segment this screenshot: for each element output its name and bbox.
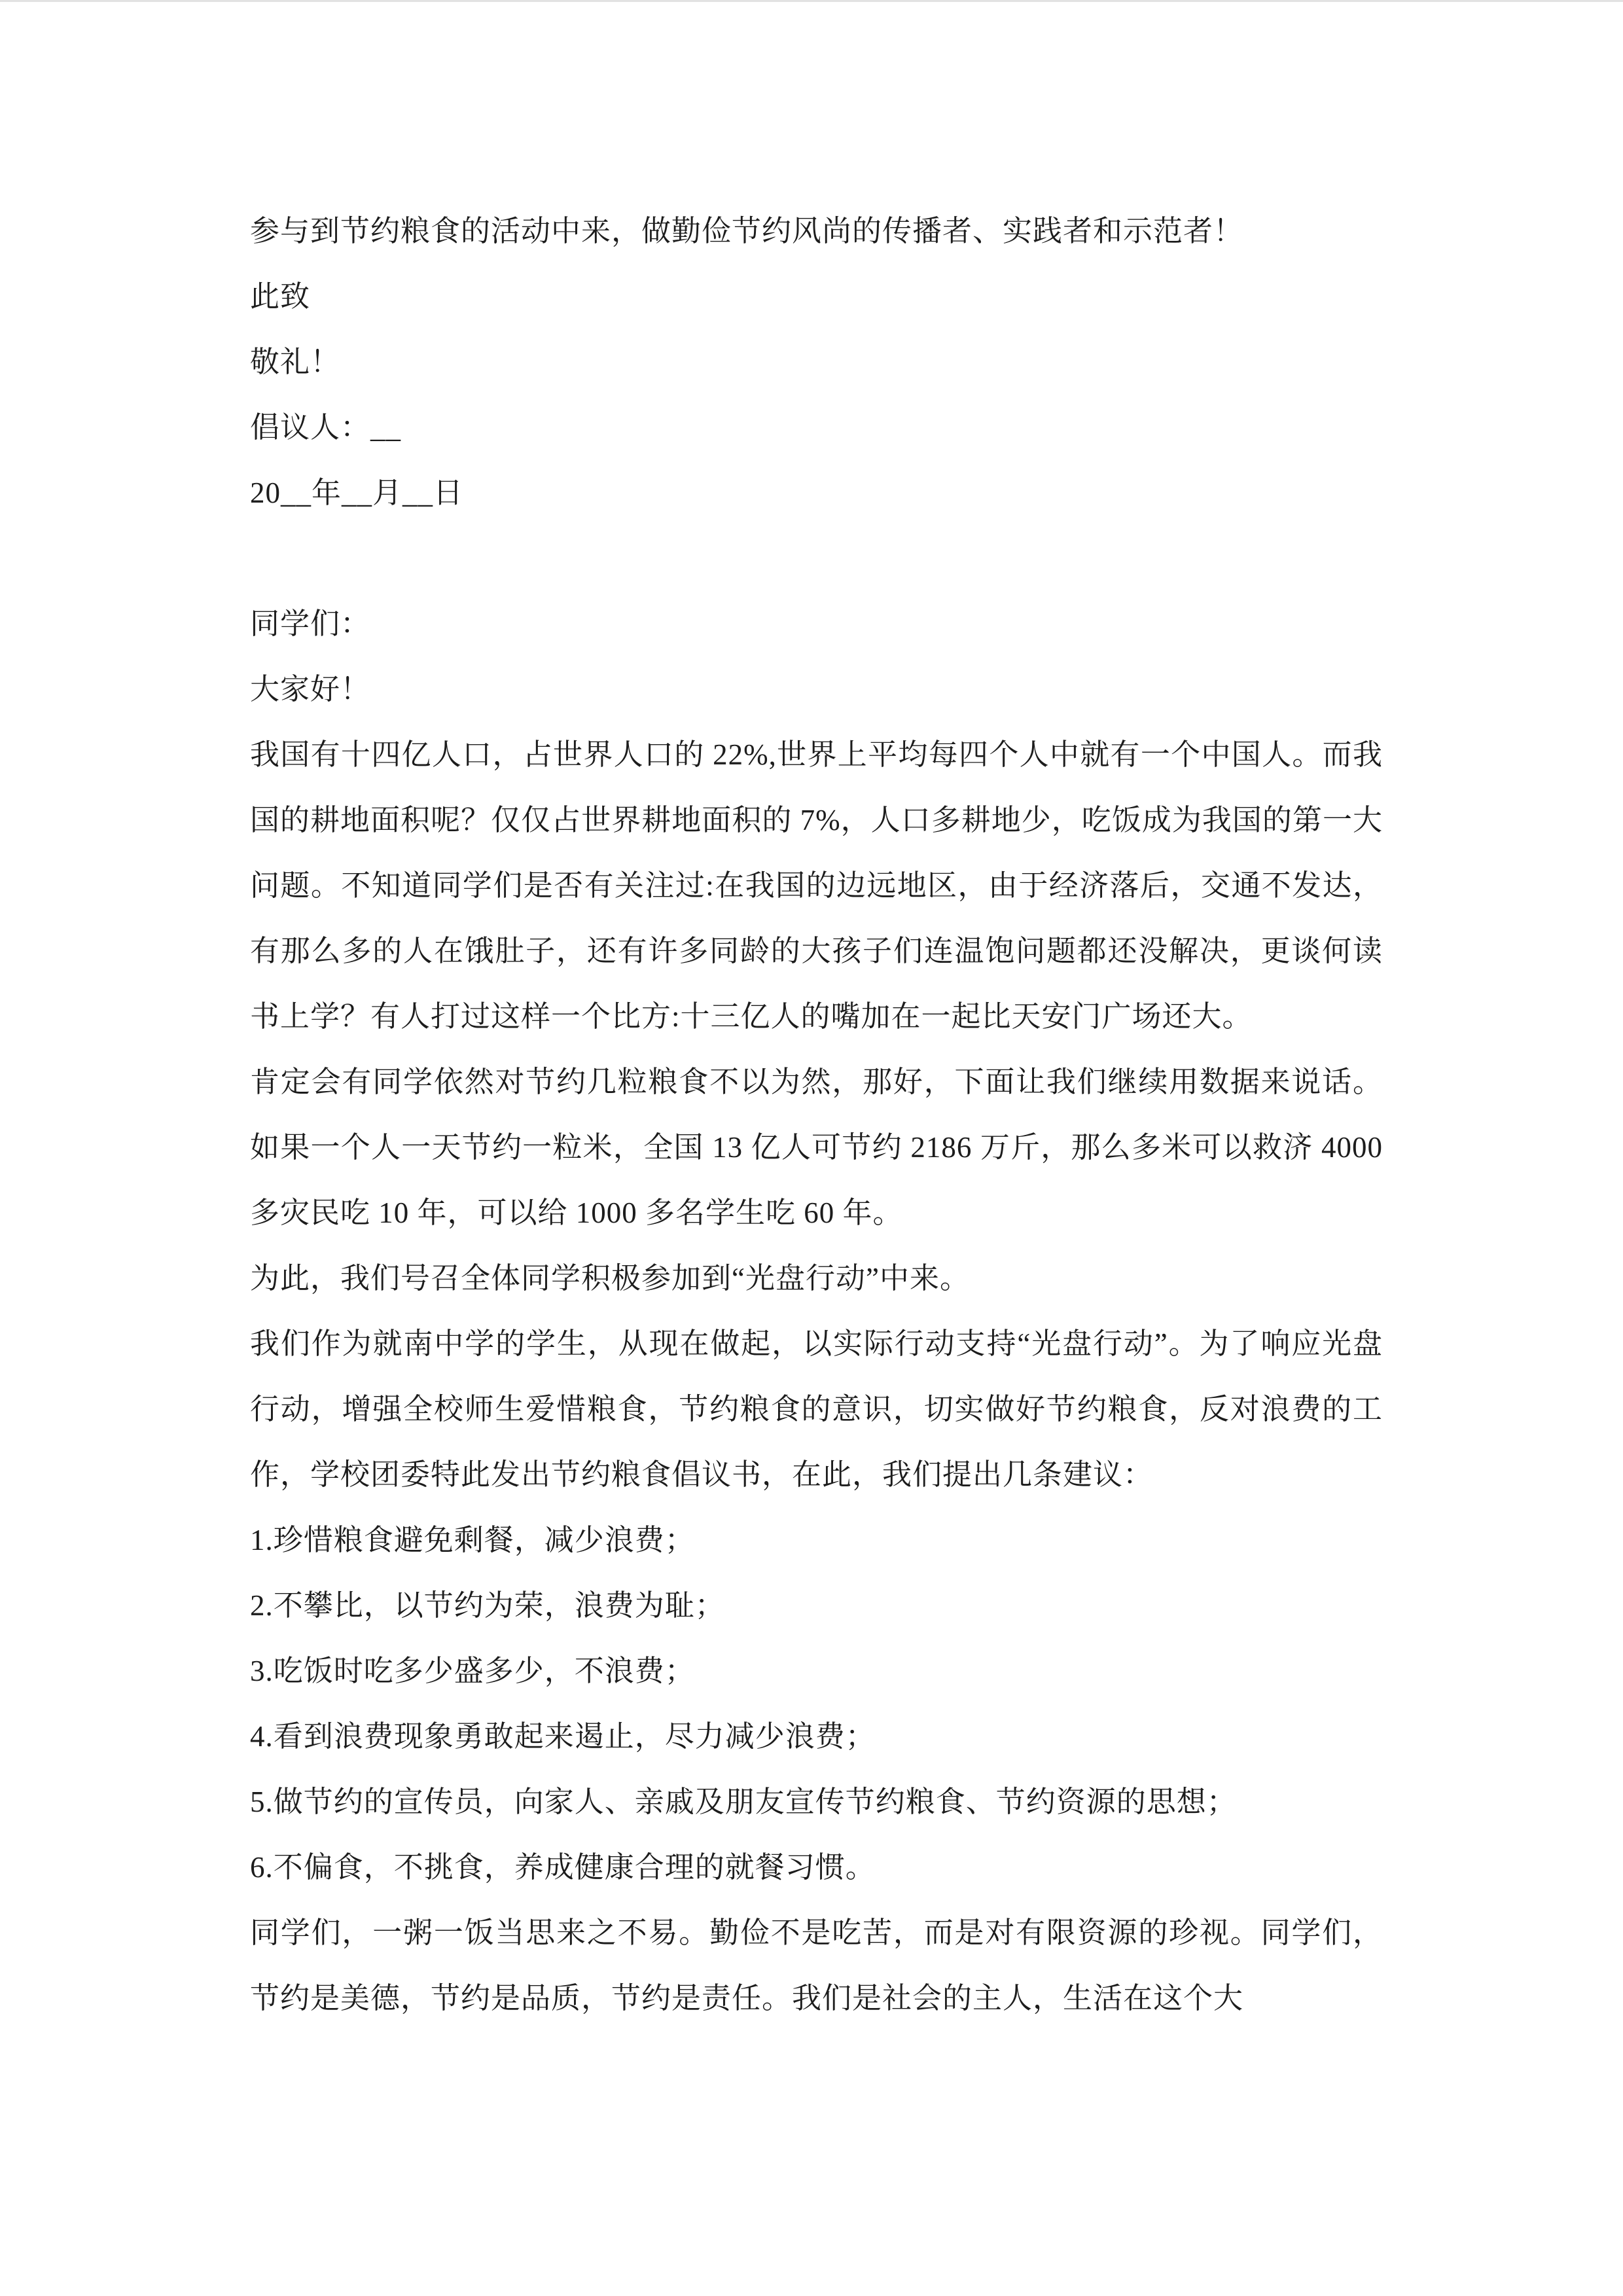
suggestion-item-2: 2.不攀比，以节约为荣，浪费为耻； xyxy=(250,1589,725,1622)
paragraph-call-to-action: 为此，我们号召全体同学积极参加到“光盘行动”中来。 xyxy=(250,1262,970,1295)
closing-appeal-line: 参与到节约粮食的活动中来，做勤俭节约风尚的传播者、实践者和示范者！ xyxy=(250,215,1244,247)
greeting-classmates: 同学们： xyxy=(250,607,371,640)
greeting-hello: 大家好！ xyxy=(250,673,371,706)
suggestion-item-6: 6.不偏食，不挑食，养成健康合理的就餐习惯。 xyxy=(250,1851,876,1884)
paragraph-conclusion: 同学们，一粥一饭当思来之不易。勤俭不是吃苦，而是对有限资源的珍视。同学们，节约是美德，节约是品质，节约是责任。我们是社会的主人，生活在这个大 xyxy=(250,1916,1383,2015)
proposer-line: 倡议人：__ xyxy=(250,411,402,444)
salutation-cizhi: 此致 xyxy=(250,280,311,313)
paragraph-school-proposal: 我们作为就南中学的学生，从现在做起，以实际行动支持“光盘行动”。为了响应光盘行动，增强全校师生爱惜粮食，节约粮食的意识，切实做好节约粮食，反对浪费的工作，学校团委特此发出节约粮食倡议书，在此，我们提出几条建议： xyxy=(250,1327,1383,1491)
paragraph-statistics: 肯定会有同学依然对节约几粒粮食不以为然，那好，下面让我们继续用数据来说话。如果一个人一天节约一粒米，全国 13 亿人可节约 2186 万斤，那么多米可以救济 4000 多灾民吃 10 年，可以给 1000 多名学生吃 60 年。 xyxy=(250,1066,1383,1229)
salutation-jingli: 敬礼！ xyxy=(250,346,341,378)
suggestion-item-4: 4.看到浪费现象勇敢起来遏止，尽力减少浪费； xyxy=(250,1720,876,1753)
date-line: 20__年__月__日 xyxy=(250,476,464,509)
suggestion-item-3: 3.吃饭时吃多少盛多少，不浪费； xyxy=(250,1655,695,1687)
suggestion-item-5: 5.做节约的宣传员，向家人、亲戚及朋友宣传节约粮食、节约资源的思想； xyxy=(250,1785,1237,1818)
paragraph-population: 我国有十四亿人口，占世界人口的 22%,世界上平均每四个人中就有一个中国人。而我国的耕地面积呢？仅仅占世界耕地面积的 7%，人口多耕地少，吃饭成为我国的第一大问题。不知道同学们是否有关注过:在我国的边远地区，由于经济落后，交通不发达，有那么多的人在饿肚子，还有许多同龄的大孩子们连温饱问题都还没解决，更谈何读书上学？有人打过这样一个比方:十三亿人的嘴加在一起比天安门广场还大。 xyxy=(250,738,1383,1033)
suggestion-item-1: 1.珍惜粮食避免剩餐，减少浪费； xyxy=(250,1524,695,1556)
